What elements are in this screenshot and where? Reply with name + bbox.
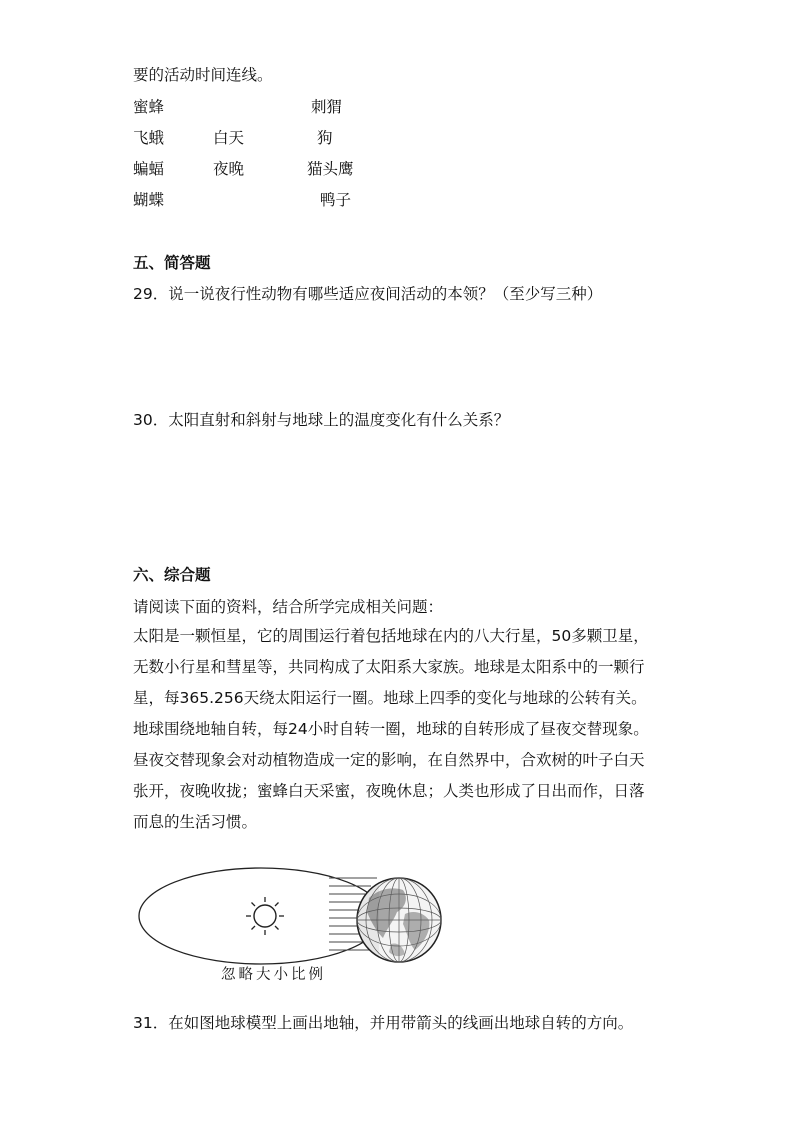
animal-left-2: 飞蛾 bbox=[133, 129, 165, 147]
time-daytime: 白天 bbox=[213, 129, 245, 147]
reading-passage bbox=[133, 621, 673, 838]
section6-instruction: 请阅读下面的资料，结合所学完成相关问题： bbox=[133, 598, 444, 616]
section5-heading: 五、简答题 bbox=[133, 254, 211, 272]
question-30: 30．太阳直射和斜射与地球上的温度变化有什么关系？ bbox=[133, 411, 510, 429]
question-29: 29．说一说夜行性动物有哪些适应夜间活动的本领？（至少写三种） bbox=[133, 285, 603, 303]
passage-line: 无数小行星和彗星等，共同构成了太阳系大家族。地球是太阳系中的一颗行 bbox=[133, 658, 645, 676]
figure-caption: 忽略大小比例 bbox=[221, 967, 326, 983]
time-night: 夜晚 bbox=[213, 160, 245, 178]
passage-line: 地球围绕地轴自转，每24小时自转一圈，地球的自转形成了昼夜交替现象。 bbox=[133, 720, 649, 738]
sun-icon bbox=[246, 897, 284, 935]
passage-line: 星，每365.256天绕太阳运行一圈。地球上四季的变化与地球的公转有关。 bbox=[133, 689, 647, 707]
animal-right-1: 刺猬 bbox=[311, 98, 343, 116]
passage-line: 太阳是一颗恒星，它的周围运行着包括地球在内的八大行星，50多颗卫星， bbox=[133, 627, 649, 645]
section6-heading: 六、综合题 bbox=[133, 566, 211, 584]
animal-left-1: 蜜蜂 bbox=[133, 98, 165, 116]
question-31: 31．在如图地球模型上画出地轴，并用带箭头的线画出地球自转的方向。 bbox=[133, 1014, 634, 1032]
earth-globe-icon bbox=[357, 878, 441, 962]
passage-line: 而息的生活习惯。 bbox=[133, 813, 258, 831]
animal-right-4: 鸭子 bbox=[320, 191, 352, 209]
animal-right-3: 猫头鹰 bbox=[307, 160, 354, 178]
passage-line: 昼夜交替现象会对动植物造成一定的影响，在自然界中，合欢树的叶子白天 bbox=[133, 751, 645, 769]
animal-right-2: 狗 bbox=[317, 129, 333, 147]
intro-line: 要的活动时间连线。 bbox=[133, 66, 273, 84]
passage-line: 张开，夜晚收拢；蜜蜂白天采蜜，夜晚休息；人类也形成了日出而作，日落 bbox=[133, 782, 645, 800]
solar-orbit-figure bbox=[133, 862, 453, 998]
animal-left-4: 蝴蝶 bbox=[133, 191, 165, 209]
animal-left-3: 蝙蝠 bbox=[133, 160, 165, 178]
